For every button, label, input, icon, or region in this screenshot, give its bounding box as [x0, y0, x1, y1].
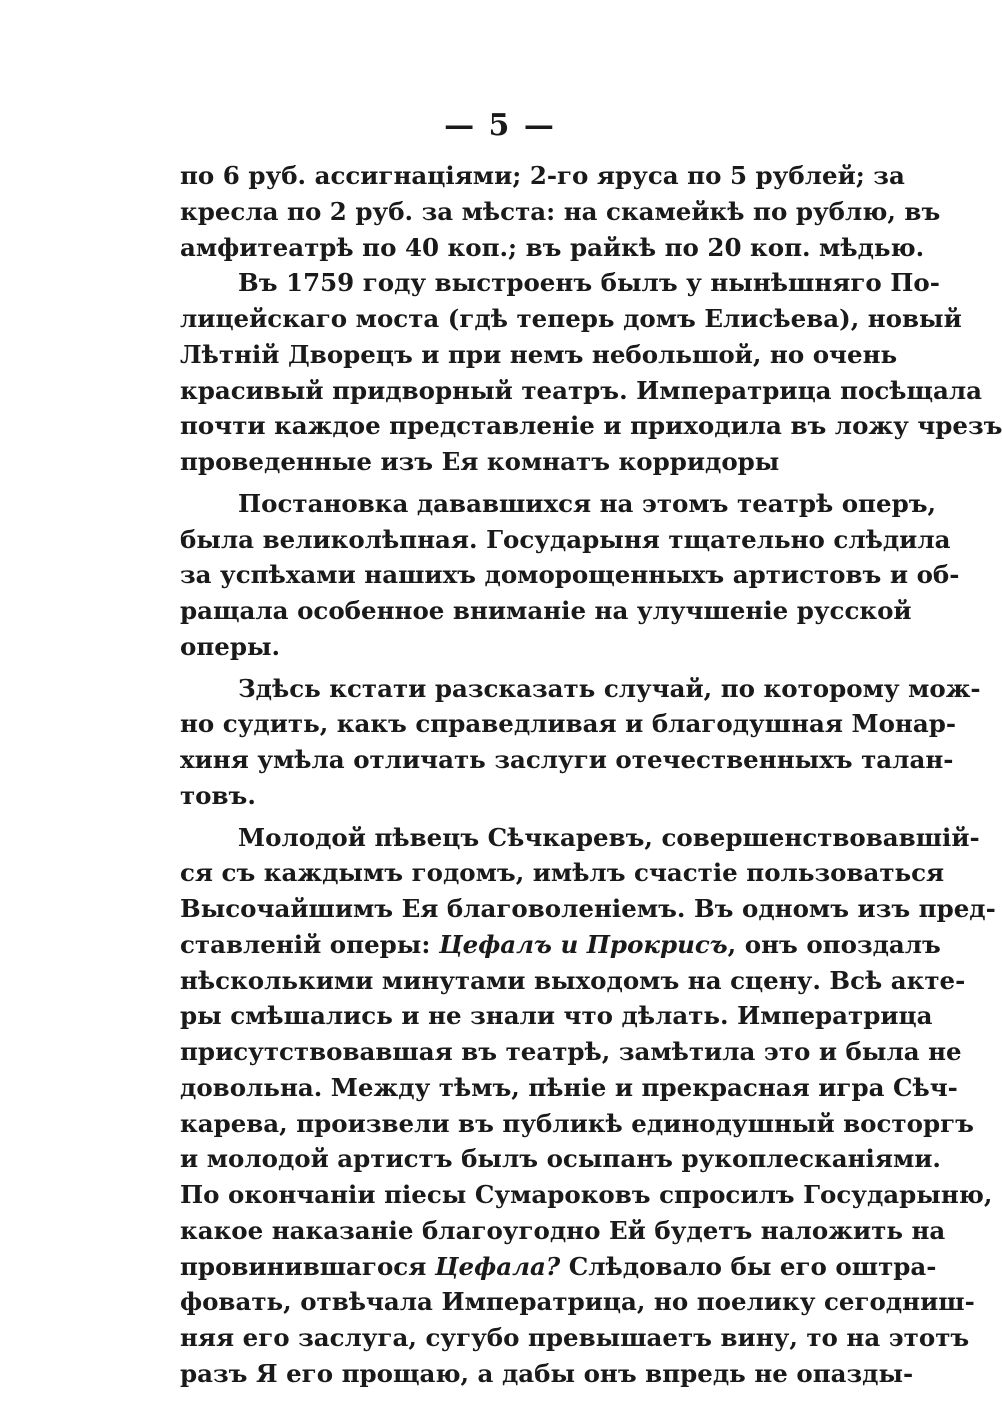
text-line: Здѣсь кстати разсказать случай, по которому мож-: [238, 673, 981, 703]
text-line: была великолѣпная. Государыня тщательно слѣдила: [180, 524, 951, 554]
text-run: Слѣдовало бы его оштра-: [560, 1251, 937, 1281]
paragraph-2: [180, 265, 1002, 480]
text-run: , онъ опоздалъ: [727, 929, 941, 959]
text-line: присутствовавшая въ театрѣ, замѣтила это и была не: [180, 1037, 962, 1066]
text-line: Молодой пѣвецъ Сѣчкаревъ, совершенствовавшій-: [238, 822, 980, 852]
text-line: почти каждое представленіе и приходила въ ложу чрезъ: [180, 411, 1002, 441]
opera-title: Цефалъ и Прокрисъ: [438, 929, 728, 959]
text-line: какое наказаніе благоугодно Ей будетъ наложить на: [180, 1215, 946, 1245]
text-line: лицейскаго моста (гдѣ теперь домъ Елисѣева), новый: [180, 304, 962, 333]
character-name: Цефала?: [434, 1251, 561, 1281]
text-line: Лѣтній Дворецъ и при немъ небольшой, но очень: [180, 339, 898, 369]
text-line: довольна. Между тѣмъ, пѣніе и прекрасная игра Сѣч-: [180, 1072, 958, 1102]
text-line: Постановка дававшихся на этомъ театрѣ оперъ,: [238, 488, 937, 518]
text-line: нѣсколькими минутами выходомъ на сцену. Всѣ акте-: [180, 965, 966, 995]
text-line: Въ 1759 году выстроенъ былъ у нынѣшняго По-: [238, 268, 940, 298]
text-line: красивый придворный театръ. Императрица посѣщала: [180, 375, 983, 405]
text-line: [180, 1249, 937, 1285]
text-run: ставленій оперы:: [180, 929, 439, 959]
page-number: — 5 —: [444, 108, 556, 143]
text-line: товъ.: [180, 780, 256, 810]
text-line: разъ Я его прощаю, а дабы онъ впредь не опазды-: [180, 1358, 914, 1388]
text-line: карева, произвели въ публикѣ единодушный восторгъ: [180, 1108, 974, 1138]
text-line: По окончаніи піесы Сумароковъ спросилъ Государыню,: [180, 1180, 993, 1209]
text-line: фовать, отвѣчала Императрица, но поелику сегодниш-: [180, 1287, 975, 1317]
page-text: [180, 158, 1002, 1392]
text-line: но судить, какъ справедливая и благодушная Монар-: [180, 709, 957, 739]
paragraph-3: [180, 486, 960, 665]
text-line: кресла по 2 руб. за мѣста: на скамейкѣ по рублю, въ: [180, 196, 941, 226]
text-line: ся съ каждымъ годомъ, имѣлъ счастіе пользоваться: [180, 858, 945, 888]
text-line: Высочайшимъ Ея благоволеніемъ. Въ одномъ изъ пред-: [180, 894, 996, 923]
paragraph-4: [180, 671, 981, 814]
text-run: провинившагося: [180, 1251, 435, 1281]
text-line: по 6 руб. ассигнаціями; 2-го яруса по 5 рублей; за: [180, 161, 905, 190]
text-line: ры смѣшались и не знали что дѣлать. Императрица: [180, 1001, 933, 1031]
paragraph-5: [180, 820, 996, 1392]
text-line: и молодой артистъ былъ осыпанъ рукоплесканіями.: [180, 1144, 941, 1174]
text-line: оперы.: [180, 631, 281, 661]
text-line: хиня умѣла отличать заслуги отечественныхъ талан-: [180, 745, 954, 774]
text-line: за успѣхами нашихъ доморощенныхъ артистовъ и об-: [180, 560, 960, 590]
text-line: [180, 927, 941, 963]
paragraph-1: [180, 158, 941, 265]
text-line: няя его заслуга, сугубо превышаетъ вину, то на этотъ: [180, 1323, 970, 1352]
text-line: ращала особенное вниманіе на улучшеніе русской: [180, 596, 912, 625]
text-line: проведенные изъ Ея комнатъ корридоры: [180, 447, 780, 476]
text-line: амфитеатрѣ по 40 коп.; въ райкѣ по 20 коп. мѣдью.: [180, 232, 925, 262]
